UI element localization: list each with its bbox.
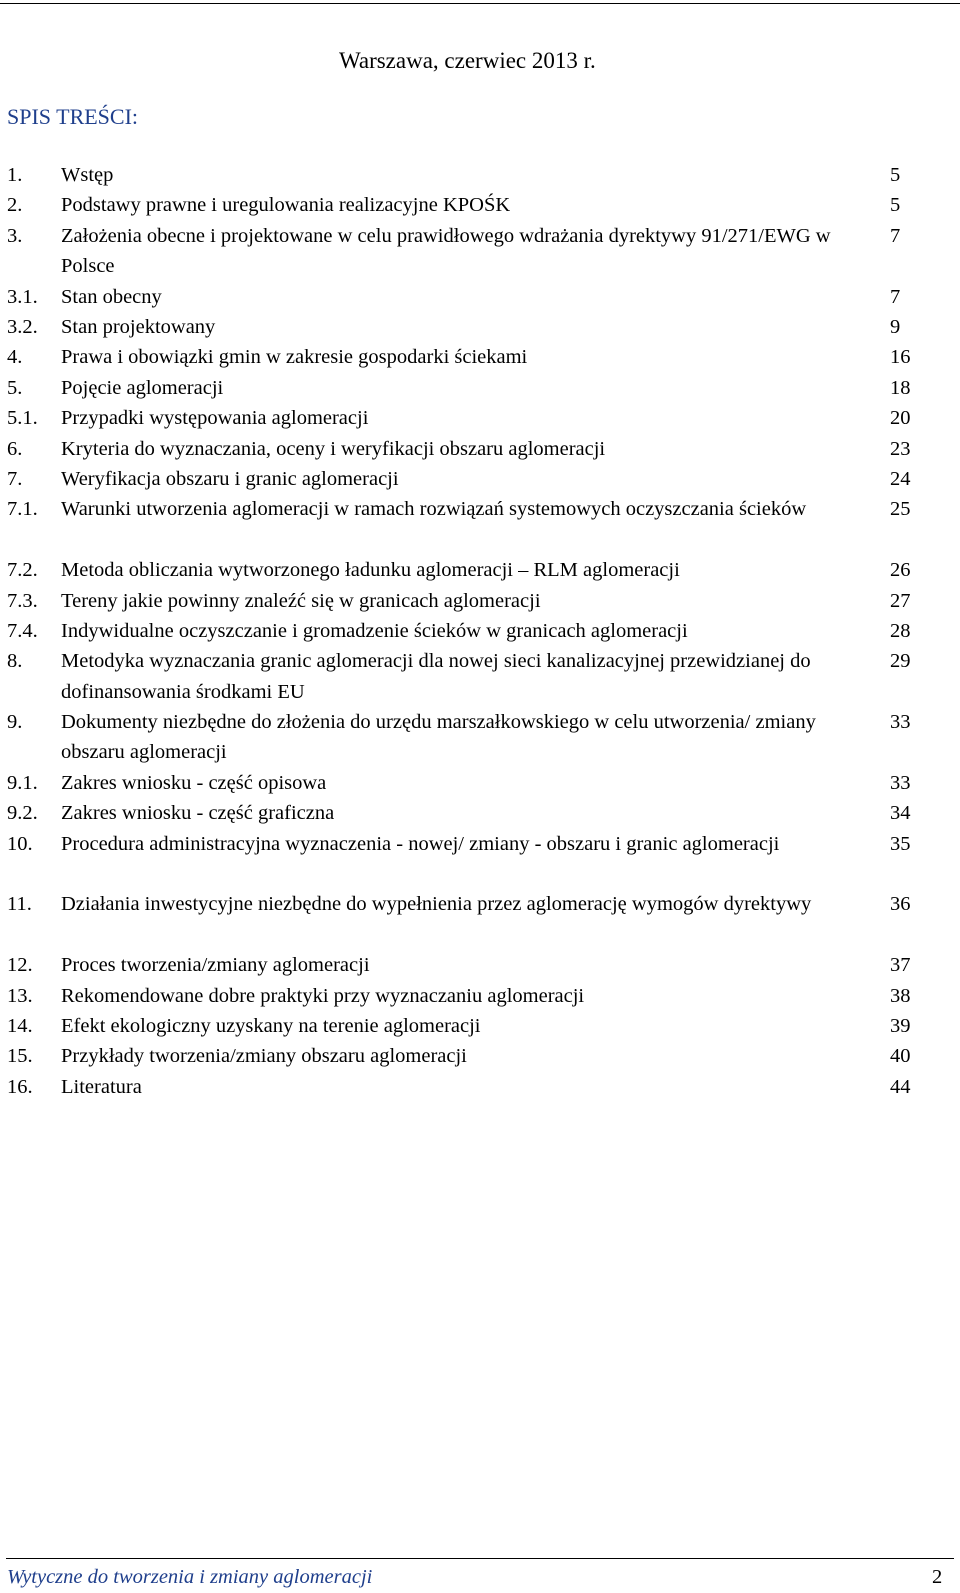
toc-entry-title: Pojęcie aglomeracji	[61, 376, 224, 399]
toc-entry-number: 3.1.	[7, 285, 38, 308]
toc-entry-number: 4.	[7, 346, 23, 369]
toc-entry-title: Weryfikacja obszaru i granic aglomeracji	[61, 467, 399, 490]
footer-rule	[6, 1558, 954, 1559]
toc-entry-number: 2.	[7, 194, 23, 217]
toc-entry-number: 6.	[7, 437, 23, 460]
toc-entry-page: 16	[890, 346, 911, 369]
toc-entry-number: 8.	[7, 650, 23, 673]
toc-entry[interactable]	[0, 555, 960, 585]
toc-entry[interactable]	[0, 464, 960, 494]
toc-entry-title: Metoda obliczania wytworzonego ładunku aglomeracji – RLM aglomeracji	[61, 559, 680, 582]
toc-entry[interactable]	[0, 616, 960, 646]
table-of-contents	[0, 160, 960, 1102]
toc-entry-title: Przykłady tworzenia/zmiany obszaru aglomeracji	[61, 1045, 467, 1068]
toc-entry[interactable]	[0, 768, 960, 798]
toc-entry[interactable]	[0, 798, 960, 828]
toc-entry-number: 12.	[7, 954, 33, 977]
toc-entry[interactable]	[0, 312, 960, 342]
toc-entry[interactable]	[0, 373, 960, 403]
toc-entry-number: 14.	[7, 1015, 33, 1038]
toc-heading: SPIS TREŚCI:	[7, 104, 139, 129]
toc-entry[interactable]	[0, 889, 960, 950]
toc-entry-number: 7.3.	[7, 589, 38, 612]
toc-entry-page: 25	[890, 498, 911, 521]
toc-entry-title: Proces tworzenia/zmiany aglomeracji	[61, 954, 370, 977]
toc-entry-page: 33	[890, 711, 911, 734]
toc-entry-title: Metodyka wyznaczania granic aglomeracji dla nowej sieci kanalizacyjnej przewidzianej do dofinansowania środkami EU	[61, 650, 811, 703]
toc-entry-number: 7.	[7, 467, 23, 490]
toc-entry-page: 5	[890, 194, 901, 217]
toc-entry[interactable]	[0, 494, 960, 555]
toc-entry-page: 40	[890, 1045, 911, 1068]
toc-entry-title: Dokumenty niezbędne do złożenia do urzędu marszałkowskiego w celu utworzenia/ zmiany obszaru aglomeracji	[61, 711, 816, 764]
toc-entry[interactable]	[0, 190, 960, 220]
toc-entry-title: Podstawy prawne i uregulowania realizacyjne KPOŚK	[61, 194, 511, 217]
toc-entry-title: Warunki utworzenia aglomeracji w ramach rozwiązań systemowych oczyszczania ścieków	[61, 498, 807, 521]
toc-entry-page: 9	[890, 315, 901, 338]
toc-entry[interactable]	[0, 646, 960, 707]
toc-entry-number: 3.2.	[7, 315, 38, 338]
place-date: Warszawa, czerwiec 2013 r.	[339, 48, 596, 73]
toc-entry-page: 7	[890, 285, 901, 308]
toc-entry[interactable]	[0, 981, 960, 1011]
toc-entry-page: 38	[890, 984, 911, 1007]
toc-entry[interactable]	[0, 403, 960, 433]
toc-entry-title: Założenia obecne i projektowane w celu prawidłowego wdrażania dyrektywy 91/271/EWG w Polsce	[61, 224, 831, 278]
toc-entry-title: Procedura administracyjna wyznaczenia - nowej/ zmiany - obszaru i granic aglomeracji	[61, 832, 780, 855]
toc-entry-number: 5.	[7, 376, 23, 399]
toc-entry-page: 5	[890, 164, 901, 186]
toc-entry[interactable]	[0, 1011, 960, 1041]
toc-entry-page: 23	[890, 437, 911, 460]
toc-entry-title: Literatura	[61, 1075, 142, 1098]
toc-entry-page: 39	[890, 1015, 911, 1038]
toc-entry[interactable]	[0, 434, 960, 464]
toc-entry[interactable]	[0, 707, 960, 768]
toc-entry-page: 29	[890, 650, 911, 673]
footer-title: Wytyczne do tworzenia i zmiany aglomeracji	[7, 1566, 373, 1588]
toc-entry-number: 5.1.	[7, 407, 38, 430]
toc-entry-number: 11.	[7, 893, 32, 916]
page-number: 2	[932, 1566, 943, 1588]
toc-entry-page: 18	[890, 376, 911, 399]
toc-entry[interactable]	[0, 829, 960, 890]
toc-entry-title: Tereny jakie powinny znaleźć się w granicach aglomeracji	[61, 589, 541, 612]
toc-entry-title: Stan obecny	[61, 285, 162, 308]
toc-entry[interactable]	[0, 1072, 960, 1102]
toc-entry-page: 36	[890, 893, 911, 916]
toc-entry-title: Rekomendowane dobre praktyki przy wyznaczaniu aglomeracji	[61, 984, 585, 1007]
toc-entry-title: Efekt ekologiczny uzyskany na terenie aglomeracji	[61, 1015, 481, 1038]
toc-entry[interactable]	[0, 1041, 960, 1071]
toc-entry-number: 7.1.	[7, 498, 38, 521]
toc-entry-page: 20	[890, 407, 911, 430]
toc-entry-page: 24	[890, 467, 911, 490]
toc-entry-page: 27	[890, 589, 911, 612]
toc-entry-page: 7	[890, 224, 901, 247]
toc-entry-title: Działania inwestycyjne niezbędne do wypełnienia przez aglomerację wymogów dyrektywy	[61, 893, 812, 916]
toc-entry-number: 15.	[7, 1045, 33, 1068]
toc-entry-number: 10.	[7, 832, 33, 855]
toc-entry[interactable]	[0, 950, 960, 980]
toc-entry-number: 3.	[7, 224, 23, 247]
toc-entry-number: 7.2.	[7, 559, 38, 582]
toc-entry-title: Kryteria do wyznaczania, oceny i weryfikacji obszaru aglomeracji	[61, 437, 606, 460]
toc-entry-number: 7.4.	[7, 619, 38, 642]
toc-entry-title: Wstęp	[61, 164, 114, 186]
toc-entry-number: 9.	[7, 711, 23, 734]
toc-entry-page: 28	[890, 619, 911, 642]
toc-entry-title: Prawa i obowiązki gmin w zakresie gospodarki ściekami	[61, 346, 528, 369]
toc-entry-page: 37	[890, 954, 911, 977]
toc-entry[interactable]	[0, 586, 960, 616]
toc-entry-page: 33	[890, 771, 911, 794]
toc-entry-title: Zakres wniosku - część opisowa	[61, 771, 327, 794]
toc-entry-page: 34	[890, 802, 911, 825]
toc-entry-title: Zakres wniosku - część graficzna	[61, 802, 335, 825]
toc-entry-title: Stan projektowany	[61, 315, 216, 338]
toc-entry-number: 9.1.	[7, 771, 38, 794]
toc-entry-page: 44	[890, 1075, 911, 1098]
toc-entry-number: 13.	[7, 984, 33, 1007]
top-rule	[0, 3, 960, 4]
toc-entry[interactable]	[0, 342, 960, 372]
toc-entry-number: 9.2.	[7, 802, 38, 825]
toc-entry-page: 26	[890, 559, 911, 582]
toc-entry-number: 1.	[7, 164, 23, 186]
toc-entry[interactable]	[0, 160, 960, 190]
toc-entry[interactable]	[0, 282, 960, 312]
toc-entry-title: Przypadki występowania aglomeracji	[61, 407, 369, 430]
toc-entry[interactable]	[0, 221, 960, 282]
toc-entry-page: 35	[890, 832, 911, 855]
toc-entry-number: 16.	[7, 1075, 33, 1098]
toc-entry-title: Indywidualne oczyszczanie i gromadzenie ścieków w granicach aglomeracji	[61, 619, 688, 642]
